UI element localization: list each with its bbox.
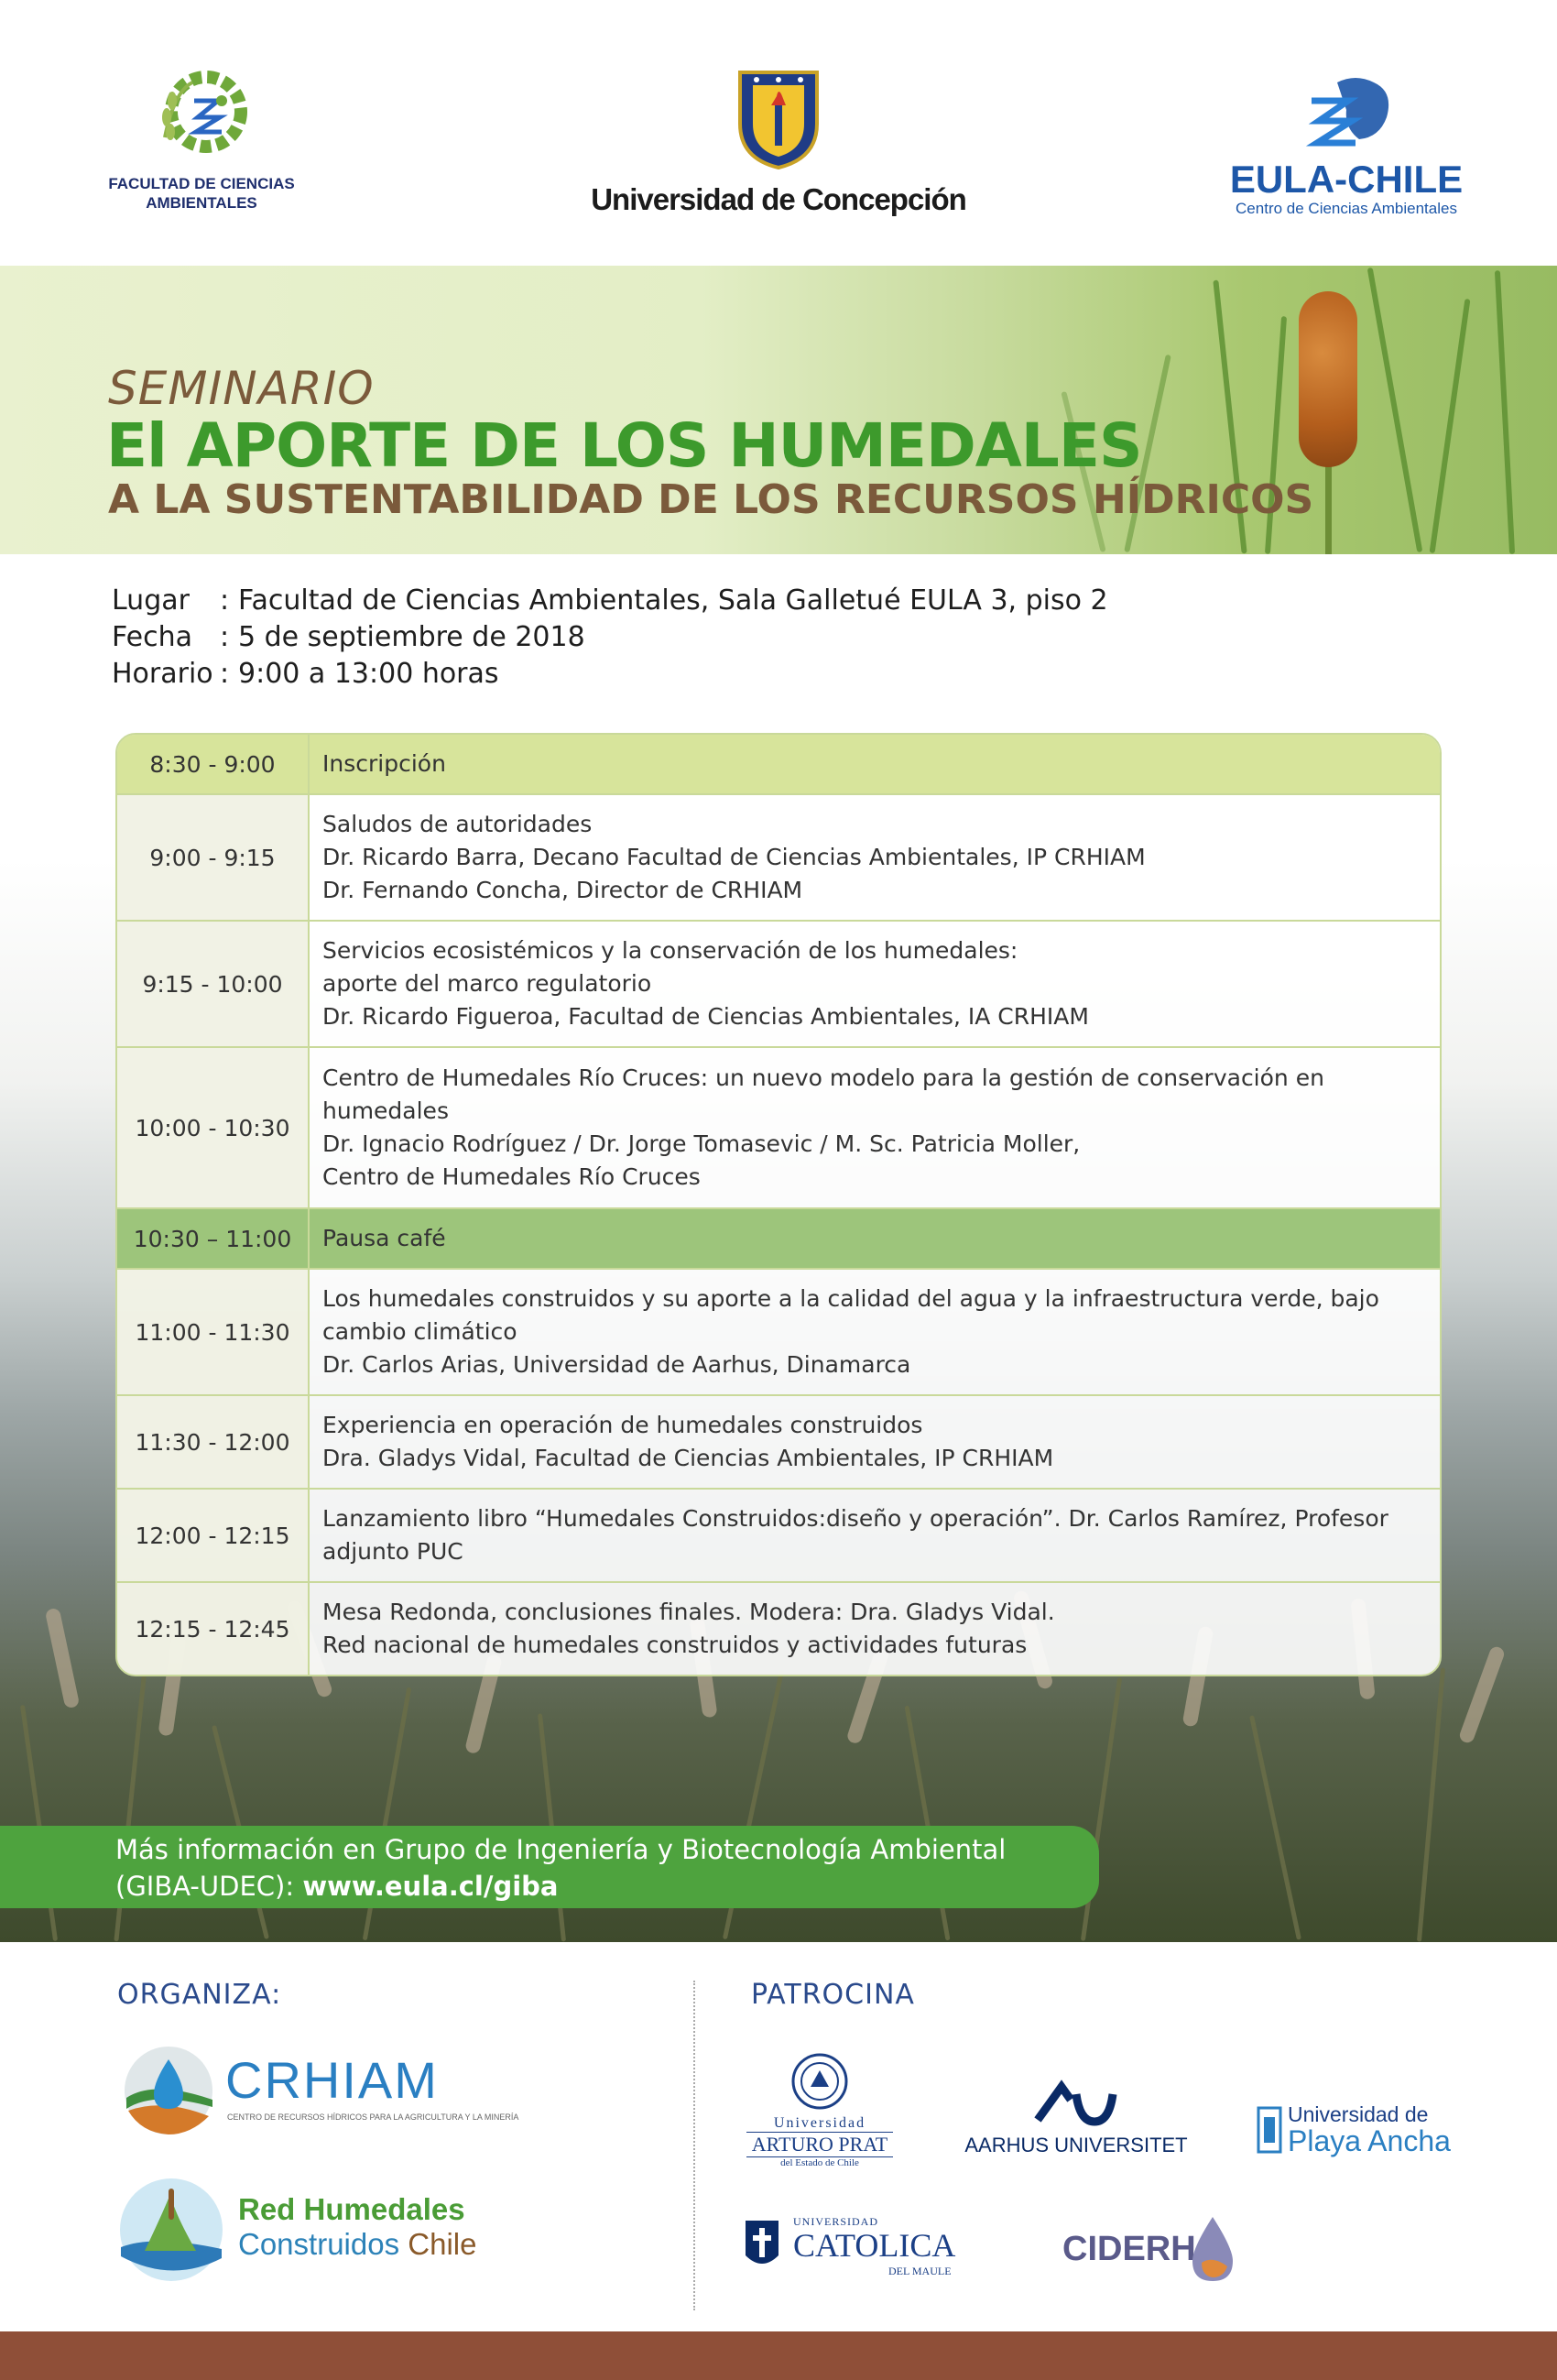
eula-subtitle: Centro de Ciencias Ambientales [1236, 200, 1457, 217]
udec-logo [586, 69, 971, 217]
udec-shield-icon [736, 69, 821, 171]
fca-line1: FACULTAD DE CIENCIAS [108, 175, 295, 192]
schedule-time: 10:30 – 11:00 [117, 1209, 310, 1268]
playa-ancha-line1: Universidad de [1288, 2102, 1429, 2126]
schedule-line: Dr. Ricardo Figueroa, Facultad de Ciencias Ambientales, IA CRHIAM [322, 1003, 1089, 1030]
schedule-row [117, 793, 1440, 920]
schedule-time: 11:00 - 11:30 [117, 1270, 310, 1394]
logo-bar [0, 0, 1557, 266]
reed-stalk [1367, 267, 1423, 552]
schedule-line: Red nacional de humedales construidos y actividades futuras [322, 1632, 1028, 1658]
organiza-label: ORGANIZA: [117, 1979, 282, 2011]
info-fecha [112, 619, 1108, 656]
eula-map-icon [1291, 73, 1401, 156]
schedule-line: Saludos de autoridades [322, 811, 593, 837]
seminar-title: El APORTE DE LOS HUMEDALES [106, 410, 1142, 481]
info-separator: : [220, 621, 230, 653]
arturo-prat-line3: del Estado de Chile [780, 2157, 859, 2168]
more-info-line2 [115, 1868, 1099, 1905]
schedule-line: Centro de Humedales Río Cruces [322, 1163, 701, 1190]
info-separator: : [220, 658, 230, 690]
grass-blade [1417, 1667, 1445, 1941]
reed-stalk [1430, 299, 1471, 553]
cattail-stem [1325, 463, 1332, 554]
wetland-circle-icon [117, 2176, 225, 2284]
schedule-row [117, 1268, 1440, 1394]
info-separator: : [220, 584, 230, 617]
aarhus-name: AARHUS UNIVERSITET [964, 2134, 1188, 2156]
schedule-time: 11:30 - 12:00 [117, 1396, 310, 1488]
schedule-line: Servicios ecosistémicos y la conservación de los humedales: [322, 937, 1018, 964]
seminar-kicker: SEMINARIO [108, 362, 375, 415]
arturo-prat-line2: ARTURO PRAT [746, 2132, 893, 2157]
schedule-time: 12:00 - 12:15 [117, 1490, 310, 1581]
schedule-table [115, 733, 1442, 1676]
schedule-description [310, 1048, 1440, 1207]
crhiam-name: CRHIAM [225, 2051, 439, 2109]
schedule-line: Lanzamiento libro “Humedales Construidos:diseño y operación”. Dr. Carlos Ramírez, Profesor [322, 1505, 1388, 1532]
fca-line2: AMBIENTALES [146, 194, 257, 212]
schedule-row [117, 1207, 1440, 1268]
ciderh-name: CIDERH [1062, 2230, 1196, 2268]
footer [0, 1942, 1557, 2331]
schedule-row [117, 1394, 1440, 1488]
bottom-bar [0, 2331, 1557, 2380]
schedule-time: 9:00 - 9:15 [117, 795, 310, 920]
grass-blade [1249, 1715, 1301, 1940]
grass-plume [45, 1608, 81, 1709]
more-info-prefix: (GIBA-UDEC): [115, 1871, 303, 1902]
catolica-maule-line2: CATOLICA [793, 2227, 956, 2264]
red-humedales-line2 [238, 2227, 476, 2262]
fca-name [73, 174, 330, 213]
catolica-maule-line3: DEL MAULE [888, 2265, 952, 2277]
schedule-description [310, 1209, 1440, 1268]
schedule-line: aporte del marco regulatorio [322, 970, 652, 997]
arturo-prat-line1: Universidad [773, 2115, 866, 2131]
fecha-value: 5 de septiembre de 2018 [238, 621, 585, 653]
schedule-description [310, 795, 1440, 920]
crhiam-drop-icon [117, 2043, 220, 2138]
schedule-description [310, 1396, 1440, 1488]
schedule-line: humedales [322, 1097, 449, 1124]
schedule-time: 9:15 - 10:00 [117, 922, 310, 1046]
schedule-time: 10:00 - 10:30 [117, 1048, 310, 1207]
red-humedales-construidos: Construidos [238, 2227, 400, 2261]
schedule-line: Dr. Carlos Arias, Universidad de Aarhus, Dinamarca [322, 1351, 911, 1378]
patrocina-label: PATROCINA [751, 1979, 915, 2011]
playa-ancha-emblem-icon [1257, 2106, 1282, 2154]
schedule-line: Centro de Humedales Río Cruces: un nuevo modelo para la gestión de conservación en [322, 1064, 1324, 1091]
schedule-line: Dr. Fernando Concha, Director de CRHIAM [322, 877, 803, 903]
aarhus-logo [962, 2080, 1191, 2157]
info-horario [112, 656, 1108, 693]
schedule-line: Experiencia en operación de humedales construidos [322, 1412, 923, 1438]
schedule-row [117, 735, 1440, 793]
red-humedales-logo [117, 2176, 520, 2286]
schedule-description [310, 922, 1440, 1046]
schedule-description [310, 735, 1440, 793]
udec-name: Universidad de Concepción [591, 182, 966, 216]
schedule-line: Dr. Ricardo Barra, Decano Facultad de Ciencias Ambientales, IP CRHIAM [322, 844, 1146, 870]
schedule-row [117, 1581, 1440, 1675]
cattail-image [1299, 291, 1357, 467]
red-humedales-line1: Red Humedales [238, 2192, 465, 2226]
crhiam-logo [117, 2043, 519, 2144]
arturo-prat-logo [746, 2052, 893, 2168]
schedule-row [117, 1488, 1440, 1581]
crhiam-subtitle: CENTRO DE RECURSOS HÍDRICOS PARA LA AGRICULTURA Y LA MINERÍA [227, 2113, 519, 2122]
lugar-value: Facultad de Ciencias Ambientales, Sala Galletué EULA 3, piso 2 [238, 584, 1108, 617]
arturo-prat-seal-icon [790, 2052, 849, 2111]
footer-divider [693, 1981, 695, 2310]
fca-logo [73, 64, 330, 213]
schedule-row [117, 920, 1440, 1046]
ciderh-logo [1062, 2215, 1246, 2288]
schedule-line: Dra. Gladys Vidal, Facultad de Ciencias Ambientales, IP CRHIAM [322, 1445, 1054, 1471]
schedule-time: 8:30 - 9:00 [117, 735, 310, 793]
more-info-link[interactable]: www.eula.cl/giba [302, 1871, 559, 1902]
schedule-line: cambio climático [322, 1318, 517, 1345]
schedule-line: adjunto PUC [322, 1538, 463, 1565]
schedule-description [310, 1583, 1440, 1675]
seminar-subtitle: A LA SUSTENTABILIDAD DE LOS RECURSOS HÍDRICOS [108, 476, 1314, 523]
reed-stalk [1495, 270, 1515, 554]
catolica-maule-shield-icon [744, 2219, 780, 2274]
schedule-time: 12:15 - 12:45 [117, 1583, 310, 1675]
grass-plume [1458, 1645, 1507, 1745]
lugar-label: Lugar [112, 584, 190, 617]
schedule-description [310, 1270, 1440, 1394]
schedule-row [117, 1046, 1440, 1207]
more-info-line1: Más información en Grupo de Ingeniería y Biotecnología Ambiental [115, 1834, 1007, 1865]
schedule-description [310, 1490, 1440, 1581]
schedule-line: Dr. Ignacio Rodríguez / Dr. Jorge Tomasevic / M. Sc. Patricia Moller, [322, 1130, 1081, 1157]
more-info-banner [0, 1826, 1099, 1908]
catolica-maule-line1: UNIVERSIDAD [793, 2215, 878, 2228]
event-info [112, 583, 1108, 693]
schedule-line: Mesa Redonda, conclusiones finales. Modera: Dra. Gladys Vidal. [322, 1599, 1055, 1625]
eula-title: EULA-CHILE [1229, 158, 1464, 201]
fca-gear-icon [137, 64, 266, 165]
eula-logo [1209, 73, 1484, 218]
aarhus-wave-icon [1030, 2080, 1122, 2129]
ciderh-drop-icon [1191, 2215, 1235, 2283]
schedule-line: Inscripción [322, 750, 446, 777]
red-humedales-chile: Chile [408, 2227, 477, 2261]
horario-value: 9:00 a 13:00 horas [238, 658, 499, 690]
playa-ancha-line2: Playa Ancha [1288, 2124, 1451, 2157]
fecha-label: Fecha [112, 621, 192, 653]
info-lugar [112, 583, 1108, 619]
schedule-line: Los humedales construidos y su aporte a la calidad del agua y la infraestructura verde, bajo [322, 1285, 1379, 1312]
schedule-line: Pausa café [322, 1225, 446, 1251]
horario-label: Horario [112, 658, 213, 690]
catolica-maule-logo [744, 2215, 982, 2279]
